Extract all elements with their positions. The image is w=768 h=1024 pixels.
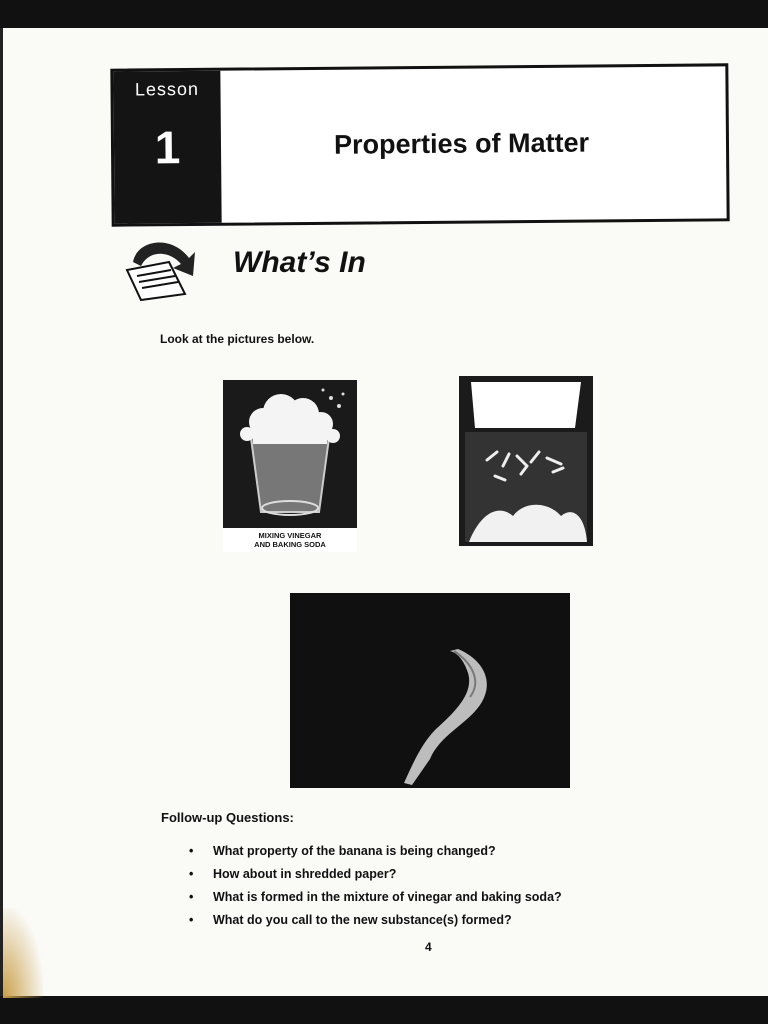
list-item: • What property of the banana is being changed? bbox=[189, 840, 562, 863]
vinegar-caption-line1: MIXING VINEGAR bbox=[258, 531, 322, 540]
shredded-paper-picture bbox=[459, 376, 593, 546]
list-item: • What is formed in the mixture of vinegar and baking soda? bbox=[189, 886, 562, 909]
list-item: • How about in shredded paper? bbox=[189, 863, 562, 886]
lesson-number: 1 bbox=[154, 121, 181, 174]
followup-heading: Follow-up Questions: bbox=[161, 810, 294, 825]
lesson-title: Properties of Matter bbox=[333, 127, 590, 160]
vinegar-caption-line2: AND BAKING SODA bbox=[254, 540, 326, 549]
paper-stain bbox=[3, 908, 43, 998]
lesson-header bbox=[110, 63, 729, 226]
vinegar-baking-soda-picture bbox=[223, 380, 357, 552]
paper-arrow-icon bbox=[123, 232, 197, 302]
document-page bbox=[0, 28, 768, 996]
section-title: What’s In bbox=[233, 246, 366, 279]
peeled-banana-picture bbox=[290, 593, 570, 788]
page-number: 4 bbox=[425, 940, 432, 954]
list-item: • What do you call to the new substance(s) formed? bbox=[189, 909, 562, 932]
lesson-label: Lesson bbox=[134, 78, 200, 100]
followup-question-list bbox=[189, 840, 562, 932]
intro-text: Look at the pictures below. bbox=[160, 332, 315, 346]
lesson-tab bbox=[113, 71, 221, 224]
